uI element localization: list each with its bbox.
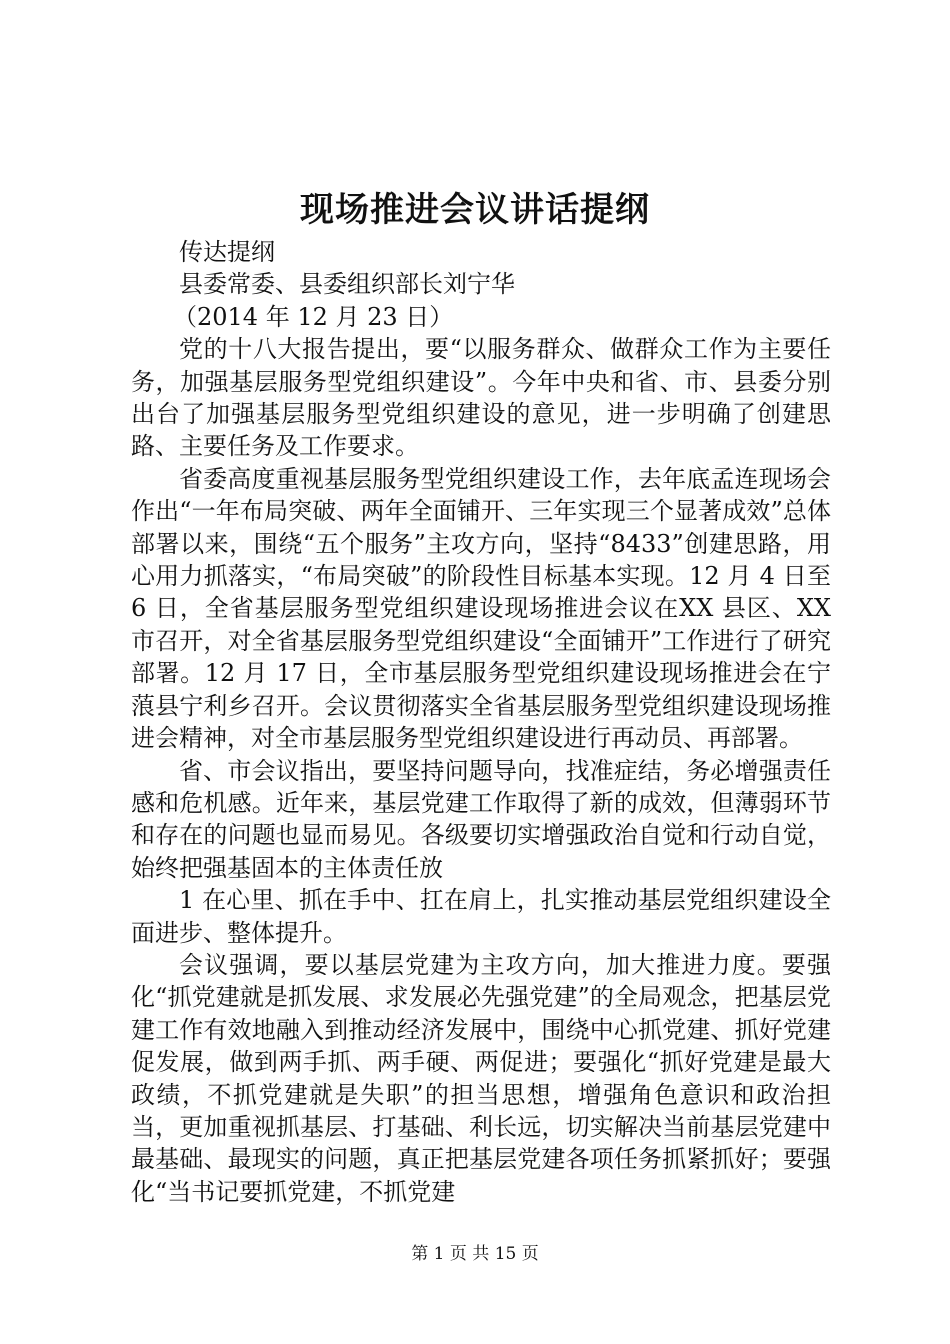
date-line: （2014 年 12 月 23 日）	[173, 302, 454, 331]
paragraph: 省委高度重视基层服务型党组织建设工作，去年底孟连现场会作出“一年布局突破、两年全面铺开、三年实现三个显著成效”总体部署以来，围绕“五个服务”主攻方向，坚持“8433”创建思路，用心用力抓落实，“布局突破”的阶段性目标基本实现。12 月 4 日至 6 日，全省基层服务型党组织建设现场推进会议在XX 县区、XX 市召开，对全省基层服务型党组织建设“全面铺开”工作进行了研究部署。12 月 17 日，全市基层服务型党组织建设现场推进会在宁蒗县宁利乡召开。会议贯彻落实全省基层服务型党组织建设现场推进会精神，对全市基层服务型党组织建设进行再动员、再部署。	[131, 464, 831, 753]
paragraph: 会议强调，要以基层党建为主攻方向，加大推进力度。要强化“抓党建就是抓发展、求发展必先强党建”的全局观念，把基层党建工作有效地融入到推动经济发展中，围绕中心抓党建、抓好党建促发展，做到两手抓、两手硬、两促进；要强化“抓好党建是最大政绩，不抓党建就是失职”的担当思想，增强角色意识和政治担当，更加重视抓基层、打基础、利长远，切实解决当前基层党建中最基础、最现实的问题，真正把基层党建各项任务抓紧抓好；要强化“当书记要抓党建，不抓党建	[131, 950, 831, 1206]
document-body	[131, 236, 831, 1208]
subtitle-line: 传达提纲	[179, 238, 275, 266]
paragraph: 党的十八大报告提出，要“以服务群众、做群众工作为主要任务，加强基层服务型党组织建设”。今年中央和省、市、县委分别出台了加强基层服务型党组织建设的意见，进一步明确了创建思路、主要任务及工作要求。	[131, 335, 831, 461]
paragraph: 省、市会议指出，要坚持问题导向，找准症结，务必增强责任感和危机感。近年来，基层党建工作取得了新的成效，但薄弱环节和存在的问题也显而易见。各级要切实增强政治自觉和行动自觉，始终把强基固本的主体责任放	[131, 756, 831, 882]
page-footer: 第 1 页 共 15 页	[411, 1244, 539, 1264]
document-title: 现场推进会议讲话提纲	[300, 190, 650, 230]
paragraph: 1 在心里、抓在手中、扛在肩上，扎实推动基层党组织建设全面进步、整体提升。	[131, 886, 831, 947]
speaker-line: 县委常委、县委组织部长刘宁华	[179, 270, 515, 299]
